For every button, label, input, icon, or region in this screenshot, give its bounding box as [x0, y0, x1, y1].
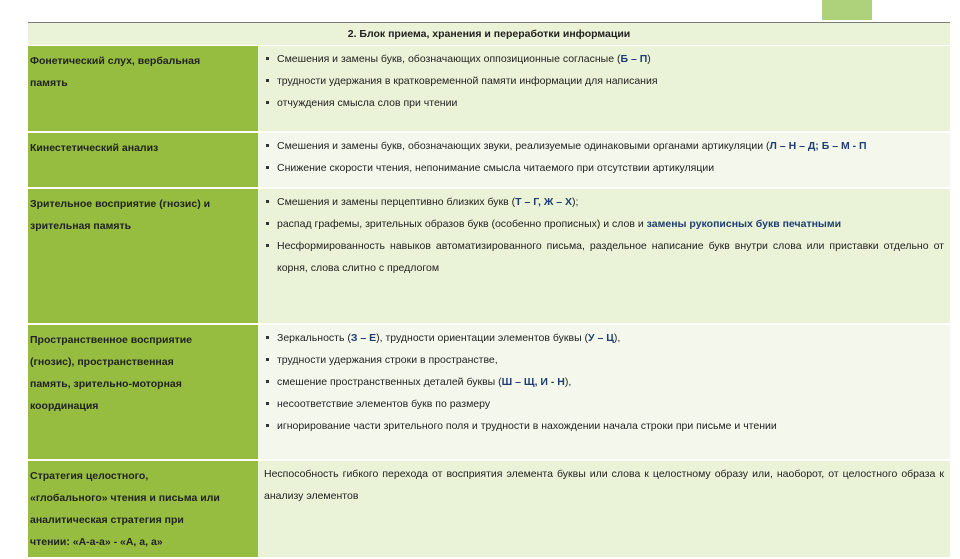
- info-processing-table: [28, 22, 950, 559]
- category-cell: [28, 188, 258, 324]
- category-label-line: Стратегия целостного,: [30, 469, 149, 482]
- category-cell: [28, 324, 258, 460]
- category-label-line: «глобального» чтения и письма или: [30, 491, 220, 504]
- category-label-line: Пространственное восприятие: [30, 333, 193, 346]
- description-text: Неспособность гибкого перехода от восприятия элемента буквы или слова к целостному образу или, наоборот, от целостного образа к анализу элементов: [264, 467, 944, 502]
- symptom-text: Смешения и замены букв, обозначающих звуки, реализуемые одинаковыми органами артикуляции (: [277, 139, 770, 152]
- symptom-item: [264, 135, 944, 157]
- symptom-text: ): [647, 53, 651, 65]
- category-label-line: Зрительное восприятие (гнозис) и: [30, 197, 211, 210]
- symptom-text: трудности удержания строки в пространстве,: [277, 353, 498, 366]
- symptom-text: Зеркальность (: [277, 331, 351, 344]
- symptom-item: [264, 349, 944, 371]
- description-cell: [258, 132, 950, 188]
- table-header-row: [28, 23, 950, 46]
- category-label-line: Кинестетический анализ: [30, 141, 159, 154]
- symptom-text: ),: [613, 331, 621, 344]
- symptom-item: [264, 48, 944, 70]
- table-body: [28, 46, 950, 558]
- symptom-text: Смешения и замены букв, обозначающих оппозиционные согласные (: [277, 53, 621, 65]
- symptom-text: );: [571, 195, 579, 208]
- symptom-text: смешение пространственных деталей буквы (: [277, 375, 502, 388]
- symptom-item: [264, 70, 944, 92]
- table-row: [28, 132, 950, 188]
- category-label-line: зрительная память: [30, 219, 132, 232]
- symptom-item: [264, 157, 944, 179]
- description-cell: [258, 46, 950, 132]
- category-cell: [28, 132, 258, 188]
- category-label-line: память, зрительно-моторная: [30, 377, 182, 390]
- category-label-line: аналитическая стратегия при: [30, 513, 184, 526]
- letter-pair-highlight: Ш – Щ, И - Н: [501, 375, 565, 388]
- letter-pair-highlight: Т – Г, Ж – Х: [515, 195, 572, 208]
- letter-pair-highlight: замены рукописных букв печатными: [646, 217, 842, 230]
- symptom-list: [264, 135, 944, 179]
- category-label-line: чтении: «А-а-а» - «А, а, а»: [30, 535, 163, 548]
- description-cell: [258, 188, 950, 324]
- table-row: [28, 324, 950, 460]
- category-label-line: память: [30, 77, 68, 89]
- letter-pair-highlight: З – Е: [350, 331, 377, 344]
- symptom-text: Смешения и замены перцептивно близких букв (: [277, 195, 516, 208]
- symptom-text: игнорирование части зрительного поля и трудности в нахождении начала строки при письме и чтении: [277, 419, 777, 432]
- letter-pair-highlight: Б – П: [620, 53, 648, 65]
- symptom-text: отчуждения смысла слов при чтении: [277, 97, 458, 109]
- table-row: [28, 188, 950, 324]
- symptom-item: [264, 327, 944, 349]
- letter-pair-highlight: У – Ц: [588, 331, 614, 344]
- category-cell: [28, 460, 258, 558]
- description-cell: [258, 324, 950, 460]
- symptom-item: [264, 92, 944, 114]
- decorative-corner-square: [822, 0, 872, 20]
- category-label-line: (гнозис), пространственная: [30, 355, 174, 368]
- symptom-text: Снижение скорости чтения, непонимание смысла читаемого при отсутствии артикуляции: [277, 161, 715, 174]
- symptom-item: [264, 371, 944, 393]
- description-cell: [258, 460, 950, 558]
- symptom-item: [264, 191, 944, 213]
- symptom-list: [264, 191, 944, 279]
- symptom-text: трудности удержания в кратковременной памяти информации для написания: [277, 75, 658, 87]
- table-row: [28, 460, 950, 558]
- symptom-text: Несформированность навыков автоматизированного письма, раздельное написание букв внутри слова или приставки отдельно от корня, слова слитно с предлогом: [277, 239, 944, 274]
- category-label-line: Фонетический слух, вербальная: [30, 55, 201, 67]
- symptom-text: ), трудности ориентации элементов буквы (: [376, 331, 589, 344]
- symptom-list: [264, 48, 944, 114]
- symptom-item: [264, 393, 944, 415]
- table-row: [28, 46, 950, 132]
- symptom-item: [264, 235, 944, 279]
- symptom-text: ),: [564, 375, 572, 388]
- symptom-item: [264, 415, 944, 437]
- category-cell: [28, 46, 258, 132]
- symptom-text: распад графемы, зрительных образов букв (особенно прописных) и слов и: [277, 217, 647, 230]
- symptom-text: несоответствие элементов букв по размеру: [277, 397, 491, 410]
- symptom-item: [264, 213, 944, 235]
- letter-pair-highlight: Л – Н – Д; Б – М - П: [769, 139, 867, 152]
- symptom-list: [264, 327, 944, 437]
- table-title: 2. Блок приема, хранения и переработки информации: [28, 23, 950, 46]
- category-label-line: координация: [30, 399, 99, 412]
